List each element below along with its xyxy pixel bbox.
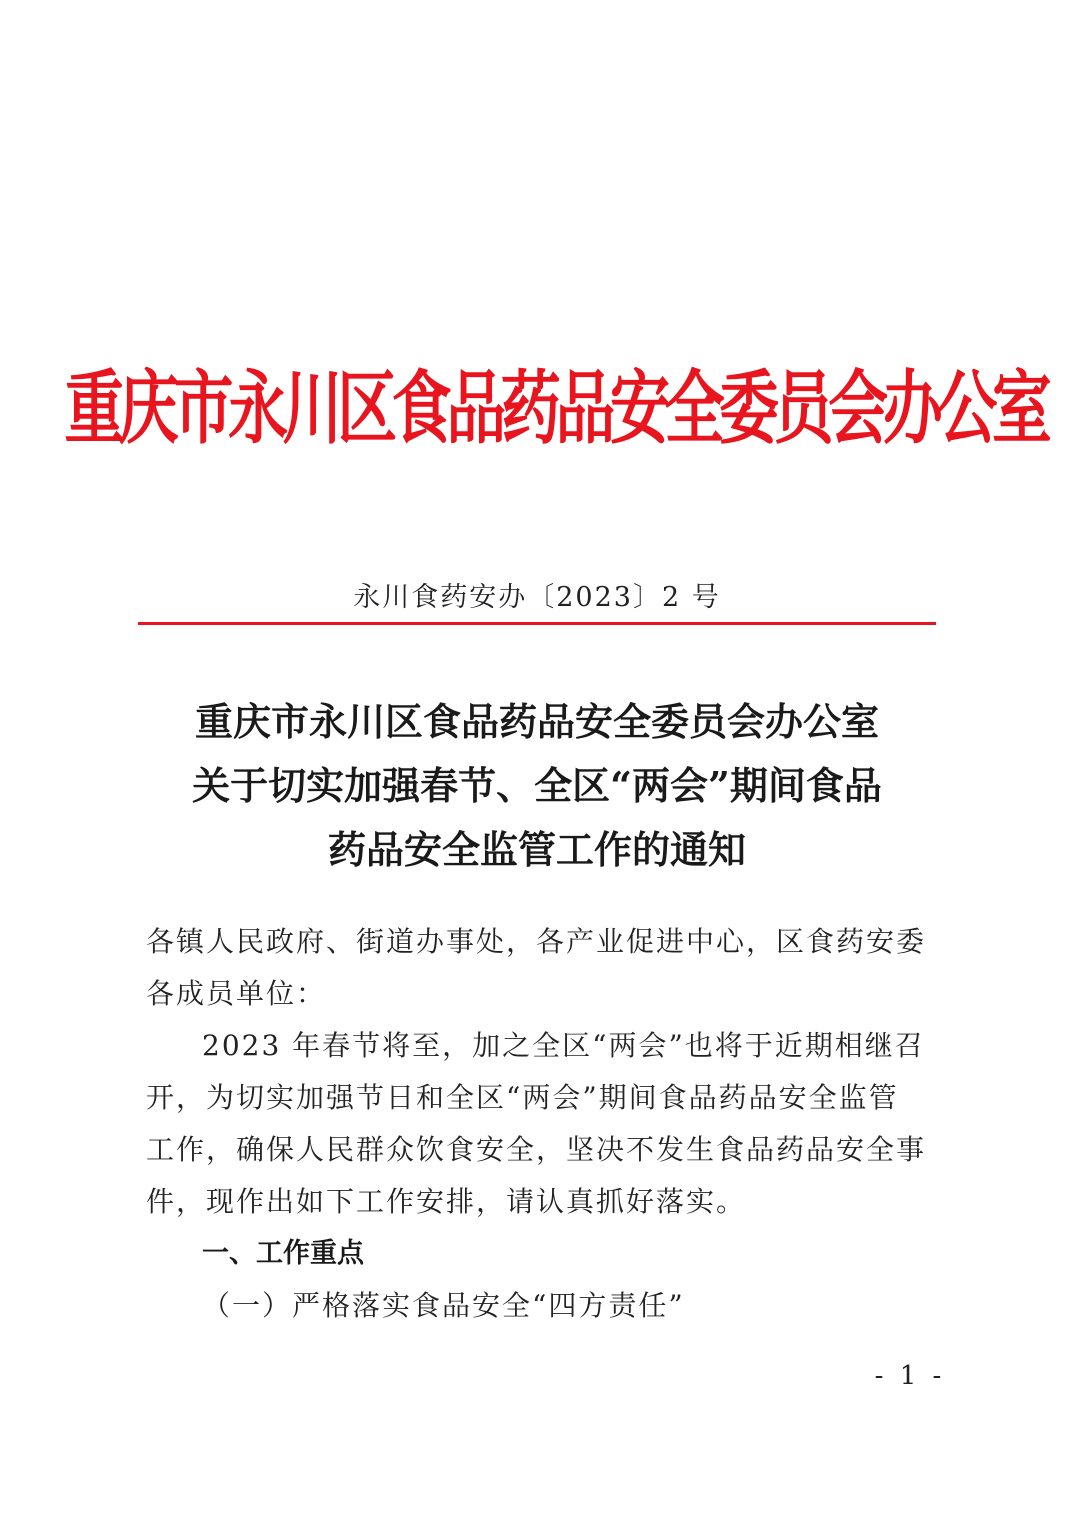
subsection-heading: （一）严格落实食品安全“四方责任”	[202, 1289, 685, 1322]
page-number: - 1 -	[874, 1361, 946, 1391]
title-line-3: 药品安全监管工作的通知	[327, 827, 746, 872]
red-divider-line	[138, 622, 936, 625]
document-number: 永川食药安办〔2023〕2 号	[353, 582, 721, 613]
body-paragraph: 2023 年春节将至，加之全区“两会”也将于近期相继召开，为切实加强节日和全区“两会”期间食品药品安全监管工作，确保人民群众饮食安全，坚决不发生食品药品安全事件，现作出如下工作安排，请认真抓好落实。	[146, 1029, 927, 1218]
section-heading: 一、工作重点	[202, 1238, 364, 1269]
title-line-2: 关于切实加强春节、全区“两会”期间食品	[192, 763, 882, 808]
issuer-header: 重庆市永川区食品药品安全委员会办公室	[64, 362, 1047, 457]
salutation: 各镇人民政府、街道办事处，各产业促进中心，区食药安委各成员单位：	[146, 925, 927, 1010]
title-line-1: 重庆市永川区食品药品安全委员会办公室	[194, 699, 879, 744]
document-title	[120, 690, 954, 882]
